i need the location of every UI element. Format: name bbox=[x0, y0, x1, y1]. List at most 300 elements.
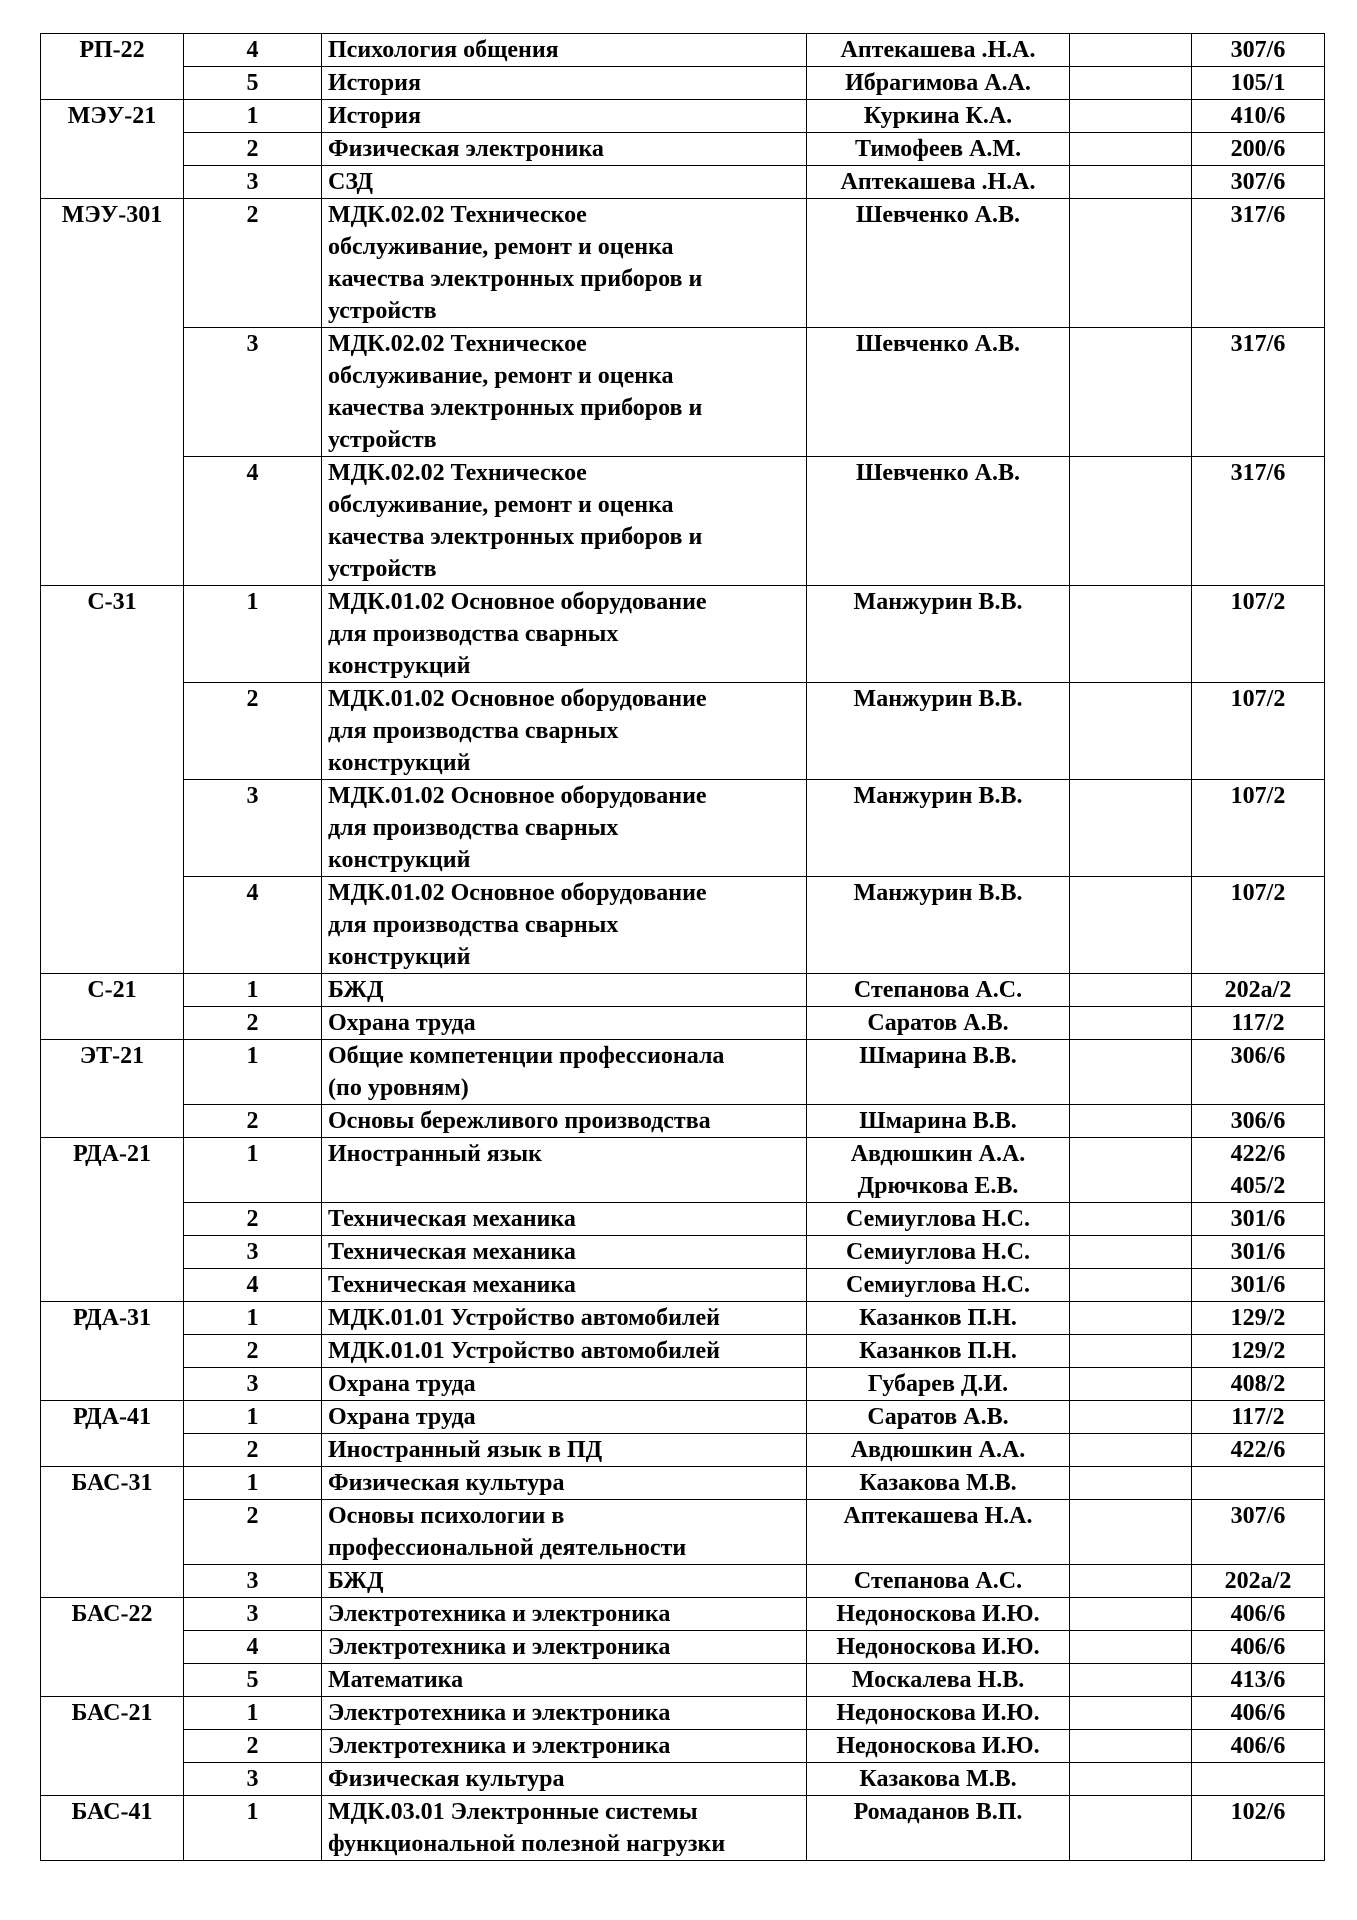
subject-line: для производства сварных bbox=[328, 718, 619, 744]
schedule-row bbox=[41, 1401, 1325, 1434]
schedule-row bbox=[41, 1631, 1325, 1664]
room bbox=[1192, 328, 1325, 457]
room-line: 317/6 bbox=[1230, 202, 1286, 228]
subject-line: БЖД bbox=[328, 977, 384, 1003]
lesson-number: 3 bbox=[184, 1368, 322, 1401]
room-line: 107/2 bbox=[1230, 686, 1286, 712]
room bbox=[1192, 1105, 1325, 1138]
teacher-line: Аптекашева .Н.А. bbox=[840, 169, 1036, 195]
teacher-line: Саратов А.В. bbox=[867, 1010, 1009, 1036]
teacher bbox=[807, 1763, 1070, 1796]
room-line: 406/6 bbox=[1230, 1733, 1286, 1759]
room bbox=[1192, 199, 1325, 328]
schedule-row bbox=[41, 1500, 1325, 1565]
empty-cell bbox=[1070, 67, 1192, 100]
subject bbox=[322, 1401, 807, 1434]
teacher-line: Манжурин В.В. bbox=[853, 880, 1023, 906]
room bbox=[1192, 1335, 1325, 1368]
room bbox=[1192, 1040, 1325, 1105]
teacher-line: Шевченко А.В. bbox=[856, 202, 1020, 228]
subject bbox=[322, 133, 807, 166]
room-line: 129/2 bbox=[1230, 1305, 1286, 1331]
lesson-number: 1 bbox=[184, 1467, 322, 1500]
room bbox=[1192, 166, 1325, 199]
subject-line: Электротехника и электроника bbox=[328, 1634, 671, 1660]
empty-cell bbox=[1070, 100, 1192, 133]
group-name: С-21 bbox=[41, 974, 184, 1040]
subject-line: Физическая культура bbox=[328, 1470, 565, 1496]
lesson-number: 4 bbox=[184, 877, 322, 974]
teacher bbox=[807, 1368, 1070, 1401]
room-line: 307/6 bbox=[1230, 169, 1286, 195]
subject bbox=[322, 1500, 807, 1565]
empty-cell bbox=[1070, 328, 1192, 457]
teacher-line: Семиуглова Н.С. bbox=[846, 1239, 1030, 1265]
teacher-line: Манжурин В.В. bbox=[853, 589, 1023, 615]
group-name: РДА-41 bbox=[41, 1401, 184, 1467]
subject bbox=[322, 1565, 807, 1598]
schedule-row bbox=[41, 683, 1325, 780]
subject-line: МДК.01.02 Основное оборудование bbox=[328, 589, 707, 615]
room-line: 301/6 bbox=[1230, 1272, 1286, 1298]
room bbox=[1192, 1500, 1325, 1565]
subject bbox=[322, 199, 807, 328]
subject bbox=[322, 1697, 807, 1730]
teacher-line: Авдюшкин А.А. bbox=[850, 1437, 1026, 1463]
room-line: 307/6 bbox=[1230, 37, 1286, 63]
subject bbox=[322, 1664, 807, 1697]
schedule-row bbox=[41, 1697, 1325, 1730]
subject-line: Техническая механика bbox=[328, 1272, 576, 1298]
room-line: 107/2 bbox=[1230, 880, 1286, 906]
room bbox=[1192, 974, 1325, 1007]
subject-line: МДК.01.02 Основное оборудование bbox=[328, 783, 707, 809]
teacher-line: Казакова М.В. bbox=[859, 1470, 1017, 1496]
room bbox=[1192, 1631, 1325, 1664]
teacher bbox=[807, 1007, 1070, 1040]
room-line: 413/6 bbox=[1230, 1667, 1286, 1693]
lesson-number: 2 bbox=[184, 1203, 322, 1236]
room bbox=[1192, 1434, 1325, 1467]
teacher bbox=[807, 1203, 1070, 1236]
room bbox=[1192, 1138, 1325, 1203]
room-line: 307/6 bbox=[1230, 1503, 1286, 1529]
room-line: 317/6 bbox=[1230, 460, 1286, 486]
room-line: 202а/2 bbox=[1224, 977, 1292, 1003]
subject bbox=[322, 1467, 807, 1500]
subject-line: Охрана труда bbox=[328, 1371, 476, 1397]
schedule-row bbox=[41, 1302, 1325, 1335]
empty-cell bbox=[1070, 133, 1192, 166]
subject bbox=[322, 1598, 807, 1631]
teacher bbox=[807, 1335, 1070, 1368]
empty-cell bbox=[1070, 1500, 1192, 1565]
subject bbox=[322, 328, 807, 457]
subject bbox=[322, 100, 807, 133]
lesson-number: 2 bbox=[184, 1105, 322, 1138]
room bbox=[1192, 1467, 1325, 1500]
teacher-line: Шмарина В.В. bbox=[859, 1108, 1017, 1134]
schedule-row bbox=[41, 1565, 1325, 1598]
empty-cell bbox=[1070, 1598, 1192, 1631]
subject bbox=[322, 1007, 807, 1040]
subject bbox=[322, 166, 807, 199]
schedule-row bbox=[41, 1105, 1325, 1138]
room-line: 317/6 bbox=[1230, 331, 1286, 357]
teacher-line: Недоноскова И.Ю. bbox=[836, 1733, 1040, 1759]
teacher-line: Семиуглова Н.С. bbox=[846, 1272, 1030, 1298]
room bbox=[1192, 1730, 1325, 1763]
lesson-number: 1 bbox=[184, 1697, 322, 1730]
teacher bbox=[807, 1269, 1070, 1302]
subject bbox=[322, 457, 807, 586]
teacher bbox=[807, 100, 1070, 133]
empty-cell bbox=[1070, 1368, 1192, 1401]
subject-line: устройств bbox=[328, 556, 437, 582]
subject bbox=[322, 780, 807, 877]
schedule-row bbox=[41, 1796, 1325, 1861]
subject-line: качества электронных приборов и bbox=[328, 395, 703, 421]
subject bbox=[322, 1763, 807, 1796]
room bbox=[1192, 877, 1325, 974]
subject-line: Электротехника и электроника bbox=[328, 1700, 671, 1726]
teacher bbox=[807, 1138, 1070, 1203]
teacher bbox=[807, 1565, 1070, 1598]
subject bbox=[322, 67, 807, 100]
teacher bbox=[807, 199, 1070, 328]
room bbox=[1192, 1763, 1325, 1796]
lesson-number: 4 bbox=[184, 1631, 322, 1664]
subject bbox=[322, 1796, 807, 1861]
room-line: 405/2 bbox=[1230, 1173, 1286, 1199]
room bbox=[1192, 1269, 1325, 1302]
teacher bbox=[807, 877, 1070, 974]
teacher bbox=[807, 586, 1070, 683]
teacher-line: Шмарина В.В. bbox=[859, 1043, 1017, 1069]
lesson-number: 1 bbox=[184, 1138, 322, 1203]
schedule-row bbox=[41, 166, 1325, 199]
empty-cell bbox=[1070, 457, 1192, 586]
subject-line: конструкций bbox=[328, 750, 471, 776]
lesson-number: 3 bbox=[184, 166, 322, 199]
group-name: БАС-21 bbox=[41, 1697, 184, 1796]
teacher bbox=[807, 34, 1070, 67]
room bbox=[1192, 1007, 1325, 1040]
schedule-row bbox=[41, 1763, 1325, 1796]
schedule-row bbox=[41, 1138, 1325, 1203]
subject bbox=[322, 877, 807, 974]
group-name: БАС-31 bbox=[41, 1467, 184, 1598]
schedule-row bbox=[41, 974, 1325, 1007]
lesson-number: 3 bbox=[184, 1236, 322, 1269]
lesson-number: 3 bbox=[184, 1565, 322, 1598]
subject-line: для производства сварных bbox=[328, 815, 619, 841]
empty-cell bbox=[1070, 1763, 1192, 1796]
empty-cell bbox=[1070, 34, 1192, 67]
room-line: 406/6 bbox=[1230, 1700, 1286, 1726]
subject bbox=[322, 1368, 807, 1401]
room bbox=[1192, 1302, 1325, 1335]
lesson-number: 2 bbox=[184, 1335, 322, 1368]
schedule-row bbox=[41, 877, 1325, 974]
schedule-row bbox=[41, 34, 1325, 67]
teacher bbox=[807, 67, 1070, 100]
subject-line: МДК.02.02 Техническое bbox=[328, 331, 587, 357]
subject bbox=[322, 34, 807, 67]
teacher-line: Ибрагимова А.А. bbox=[845, 70, 1031, 96]
subject bbox=[322, 683, 807, 780]
subject bbox=[322, 1203, 807, 1236]
teacher bbox=[807, 1796, 1070, 1861]
lesson-number: 1 bbox=[184, 1401, 322, 1434]
room bbox=[1192, 1401, 1325, 1434]
teacher bbox=[807, 328, 1070, 457]
subject bbox=[322, 974, 807, 1007]
empty-cell bbox=[1070, 1236, 1192, 1269]
subject bbox=[322, 586, 807, 683]
empty-cell bbox=[1070, 1467, 1192, 1500]
subject-line: устройств bbox=[328, 427, 437, 453]
schedule-row bbox=[41, 1007, 1325, 1040]
teacher-line: Куркина К.А. bbox=[863, 103, 1013, 129]
teacher-line: Аптекашева .Н.А. bbox=[840, 37, 1036, 63]
teacher-line: Москалева Н.В. bbox=[851, 1667, 1025, 1693]
subject-line: История bbox=[328, 103, 421, 129]
room-line: 301/6 bbox=[1230, 1239, 1286, 1265]
schedule-row bbox=[41, 1664, 1325, 1697]
subject-line: МДК.01.01 Устройство автомобилей bbox=[328, 1305, 720, 1331]
room bbox=[1192, 1368, 1325, 1401]
schedule-row bbox=[41, 1467, 1325, 1500]
empty-cell bbox=[1070, 1434, 1192, 1467]
subject-line: Иностранный язык bbox=[328, 1141, 542, 1167]
teacher bbox=[807, 1598, 1070, 1631]
empty-cell bbox=[1070, 1269, 1192, 1302]
empty-cell bbox=[1070, 1138, 1192, 1203]
subject-line: МДК.01.02 Основное оборудование bbox=[328, 880, 707, 906]
schedule-row bbox=[41, 457, 1325, 586]
teacher bbox=[807, 133, 1070, 166]
empty-cell bbox=[1070, 199, 1192, 328]
teacher-line: Губарев Д.И. bbox=[867, 1371, 1009, 1397]
subject-line: СЗД bbox=[328, 169, 374, 195]
empty-cell bbox=[1070, 1697, 1192, 1730]
empty-cell bbox=[1070, 780, 1192, 877]
teacher bbox=[807, 457, 1070, 586]
subject-line: конструкций bbox=[328, 847, 471, 873]
lesson-number: 3 bbox=[184, 328, 322, 457]
room-line: 200/6 bbox=[1230, 136, 1286, 162]
room bbox=[1192, 683, 1325, 780]
schedule-row bbox=[41, 67, 1325, 100]
lesson-number: 4 bbox=[184, 34, 322, 67]
room bbox=[1192, 133, 1325, 166]
room bbox=[1192, 1664, 1325, 1697]
empty-cell bbox=[1070, 1730, 1192, 1763]
teacher bbox=[807, 166, 1070, 199]
subject bbox=[322, 1434, 807, 1467]
subject-line: МДК.02.02 Техническое bbox=[328, 202, 587, 228]
room-line: 422/6 bbox=[1230, 1141, 1286, 1167]
schedule-row bbox=[41, 1598, 1325, 1631]
lesson-number: 2 bbox=[184, 1007, 322, 1040]
empty-cell bbox=[1070, 1664, 1192, 1697]
subject-line: МДК.02.02 Техническое bbox=[328, 460, 587, 486]
schedule-row bbox=[41, 1236, 1325, 1269]
subject bbox=[322, 1730, 807, 1763]
room-line: 202а/2 bbox=[1224, 1568, 1292, 1594]
schedule-row bbox=[41, 1368, 1325, 1401]
teacher-line: Недоноскова И.Ю. bbox=[836, 1634, 1040, 1660]
empty-cell bbox=[1070, 1401, 1192, 1434]
subject-line: качества электронных приборов и bbox=[328, 266, 703, 292]
room-line: 306/6 bbox=[1230, 1043, 1286, 1069]
teacher bbox=[807, 1401, 1070, 1434]
empty-cell bbox=[1070, 1335, 1192, 1368]
schedule-row bbox=[41, 1335, 1325, 1368]
teacher-line: Манжурин В.В. bbox=[853, 686, 1023, 712]
empty-cell bbox=[1070, 1105, 1192, 1138]
lesson-number: 5 bbox=[184, 67, 322, 100]
empty-cell bbox=[1070, 166, 1192, 199]
room-line: 410/6 bbox=[1230, 103, 1286, 129]
lesson-number: 1 bbox=[184, 100, 322, 133]
subject-line: функциональной полезной нагрузки bbox=[328, 1831, 726, 1857]
group-name: БАС-41 bbox=[41, 1796, 184, 1861]
group-name: С-31 bbox=[41, 586, 184, 974]
room-line: 129/2 bbox=[1230, 1338, 1286, 1364]
empty-cell bbox=[1070, 974, 1192, 1007]
teacher-line: Казакова М.В. bbox=[859, 1766, 1017, 1792]
empty-cell bbox=[1070, 877, 1192, 974]
schedule-row bbox=[41, 1040, 1325, 1105]
room bbox=[1192, 1697, 1325, 1730]
room bbox=[1192, 780, 1325, 877]
room-line: 107/2 bbox=[1230, 783, 1286, 809]
subject bbox=[322, 1302, 807, 1335]
teacher bbox=[807, 1664, 1070, 1697]
subject-line: обслуживание, ремонт и оценка bbox=[328, 234, 674, 260]
empty-cell bbox=[1070, 1040, 1192, 1105]
schedule-row bbox=[41, 780, 1325, 877]
schedule-row bbox=[41, 328, 1325, 457]
subject-line: Электротехника и электроника bbox=[328, 1601, 671, 1627]
lesson-number: 5 bbox=[184, 1664, 322, 1697]
subject bbox=[322, 1138, 807, 1203]
empty-cell bbox=[1070, 1203, 1192, 1236]
lesson-number: 2 bbox=[184, 1730, 322, 1763]
teacher bbox=[807, 1302, 1070, 1335]
subject-line: Общие компетенции профессионала bbox=[328, 1043, 725, 1069]
lesson-number: 2 bbox=[184, 1500, 322, 1565]
room bbox=[1192, 1796, 1325, 1861]
schedule-body bbox=[41, 34, 1325, 1861]
subject bbox=[322, 1631, 807, 1664]
teacher bbox=[807, 974, 1070, 1007]
schedule-row bbox=[41, 100, 1325, 133]
teacher bbox=[807, 1500, 1070, 1565]
subject-line: МДК.01.02 Основное оборудование bbox=[328, 686, 707, 712]
subject-line: МДК.03.01 Электронные системы bbox=[328, 1799, 698, 1825]
teacher bbox=[807, 1631, 1070, 1664]
subject-line: Математика bbox=[328, 1667, 464, 1693]
teacher-line: Шевченко А.В. bbox=[856, 331, 1020, 357]
teacher-line: Недоноскова И.Ю. bbox=[836, 1700, 1040, 1726]
room-line: 408/2 bbox=[1230, 1371, 1286, 1397]
subject bbox=[322, 1236, 807, 1269]
subject-line: качества электронных приборов и bbox=[328, 524, 703, 550]
lesson-number: 2 bbox=[184, 199, 322, 328]
subject bbox=[322, 1105, 807, 1138]
subject-line: БЖД bbox=[328, 1568, 384, 1594]
schedule-row bbox=[41, 133, 1325, 166]
subject-line: Охрана труда bbox=[328, 1010, 476, 1036]
teacher bbox=[807, 780, 1070, 877]
room bbox=[1192, 34, 1325, 67]
teacher-line: Тимофеев А.М. bbox=[854, 136, 1022, 162]
lesson-number: 3 bbox=[184, 1763, 322, 1796]
room-line: 406/6 bbox=[1230, 1634, 1286, 1660]
subject-line: Физическая культура bbox=[328, 1766, 565, 1792]
room-line: 301/6 bbox=[1230, 1206, 1286, 1232]
subject-line: Основы психологии в bbox=[328, 1503, 565, 1529]
schedule-row bbox=[41, 1269, 1325, 1302]
room-line: 406/6 bbox=[1230, 1601, 1286, 1627]
subject-line: Физическая электроника bbox=[328, 136, 604, 162]
subject-line: Техническая механика bbox=[328, 1239, 576, 1265]
room-line: 102/6 bbox=[1230, 1799, 1286, 1825]
empty-cell bbox=[1070, 1302, 1192, 1335]
room bbox=[1192, 1598, 1325, 1631]
lesson-number: 1 bbox=[184, 974, 322, 1007]
subject-line: обслуживание, ремонт и оценка bbox=[328, 492, 674, 518]
subject-line: конструкций bbox=[328, 944, 471, 970]
subject-line: Иностранный язык в ПД bbox=[328, 1437, 603, 1463]
subject-line: для производства сварных bbox=[328, 912, 619, 938]
schedule-table bbox=[40, 33, 1325, 1861]
subject bbox=[322, 1269, 807, 1302]
empty-cell bbox=[1070, 1796, 1192, 1861]
group-name: БАС-22 bbox=[41, 1598, 184, 1697]
room-line: 105/1 bbox=[1230, 70, 1286, 96]
subject-line: устройств bbox=[328, 298, 437, 324]
teacher bbox=[807, 1467, 1070, 1500]
teacher-line: Манжурин В.В. bbox=[853, 783, 1023, 809]
lesson-number: 1 bbox=[184, 586, 322, 683]
lesson-number: 2 bbox=[184, 1434, 322, 1467]
teacher bbox=[807, 1105, 1070, 1138]
teacher bbox=[807, 1697, 1070, 1730]
teacher-line: Степанова А.С. bbox=[853, 977, 1023, 1003]
empty-cell bbox=[1070, 1007, 1192, 1040]
room-line: 306/6 bbox=[1230, 1108, 1286, 1134]
teacher bbox=[807, 1730, 1070, 1763]
teacher-line: Семиуглова Н.С. bbox=[846, 1206, 1030, 1232]
room-line: 107/2 bbox=[1230, 589, 1286, 615]
room-line: 422/6 bbox=[1230, 1437, 1286, 1463]
room bbox=[1192, 1203, 1325, 1236]
teacher-line: Саратов А.В. bbox=[867, 1404, 1009, 1430]
teacher-line: Казанков П.Н. bbox=[859, 1305, 1017, 1331]
lesson-number: 1 bbox=[184, 1040, 322, 1105]
room bbox=[1192, 1565, 1325, 1598]
subject-line: Основы бережливого производства bbox=[328, 1108, 711, 1134]
group-name: ЭТ-21 bbox=[41, 1040, 184, 1138]
room bbox=[1192, 586, 1325, 683]
subject-line: Психология общения bbox=[328, 37, 559, 63]
lesson-number: 4 bbox=[184, 457, 322, 586]
empty-cell bbox=[1070, 1565, 1192, 1598]
